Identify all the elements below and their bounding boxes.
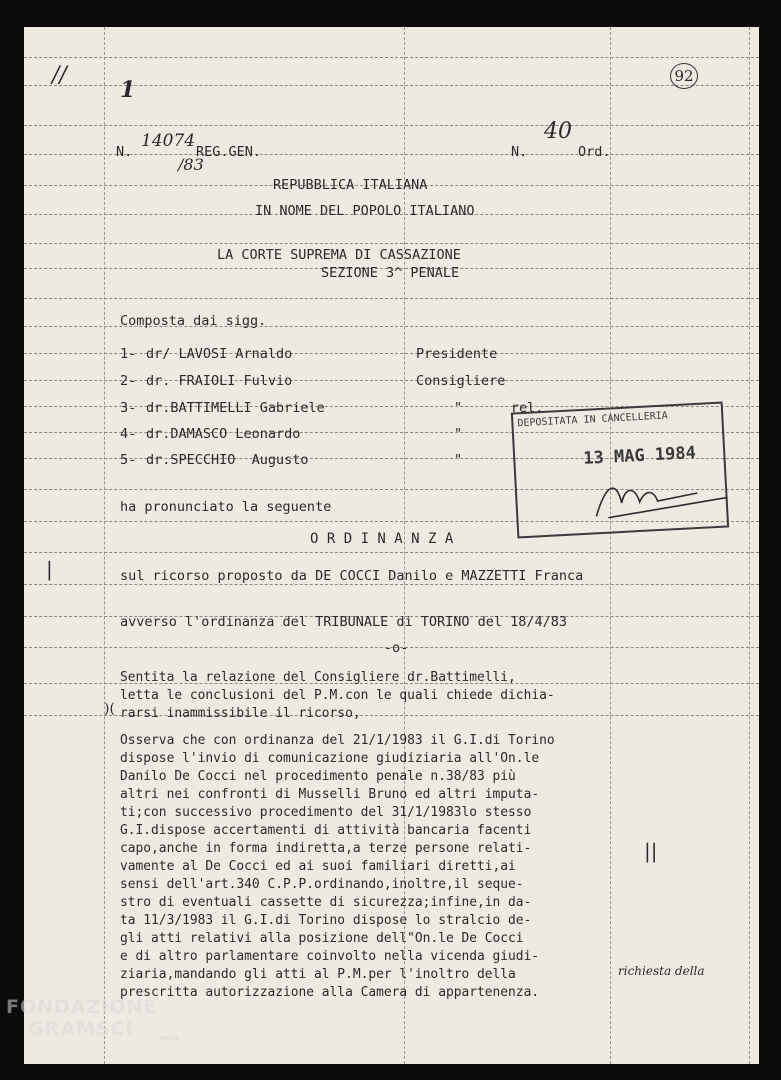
handwritten-annotation-mark: 1	[120, 77, 136, 103]
body-line: gli atti relativi alla posizione dell"On.le De Cocci	[120, 931, 524, 946]
judge-number: 4-	[120, 426, 137, 442]
judge-number: 2-	[120, 373, 137, 389]
header-people: IN NOME DEL POPOLO ITALIANO	[255, 203, 475, 219]
ordinanza-title: O R D I N A N Z A	[310, 531, 454, 547]
document-page	[24, 27, 759, 1064]
judge-number: 1-	[120, 346, 137, 362]
body-line: prescritta autorizzazione alla Camera di appartenenza.	[120, 985, 540, 1000]
reg-number: 14074	[141, 131, 196, 151]
ord-number: 40	[544, 119, 572, 144]
judge-name: dr.BATTIMELLI Gabriele	[146, 400, 325, 416]
stamp-header: DEPOSITATA IN CANCELLERIA	[517, 410, 669, 430]
ord-label: Ord.	[578, 144, 611, 160]
body-line: ta 11/3/1983 il G.I.di Torino dispose lo stralcio de-	[120, 913, 532, 928]
body-line: dispose l'invio di comunicazione giudiziaria all'On.le	[120, 751, 540, 766]
body-line: Danilo De Cocci nel procedimento penale n.38/83 più	[120, 769, 516, 784]
judge-name: dr/ LAVOSI Arnaldo	[146, 346, 293, 362]
ord-n-label: N.	[511, 144, 528, 160]
margin-mark: |	[46, 557, 53, 581]
signature	[586, 467, 738, 525]
judge-name: dr. FRAIOLI Fulvio	[146, 373, 293, 389]
stamp-date: 13 MAG 1984	[582, 443, 697, 469]
judge-role: "	[454, 452, 463, 468]
margin-line	[104, 27, 105, 1064]
judge-role: Consigliere	[416, 373, 506, 389]
rule-line	[24, 57, 759, 58]
header-republic: REPUBBLICA ITALIANA	[273, 177, 428, 193]
body-line: G.I.dispose accertamenti di attività bancaria facenti	[120, 823, 532, 838]
body-line: letta le conclusioni del P.M.con le quali chiede dichia-	[120, 688, 555, 703]
judge-role: Presidente	[416, 346, 498, 362]
rule-line	[24, 243, 759, 244]
separator: -o-	[384, 640, 409, 656]
margin-line	[610, 27, 611, 1064]
handwritten-note: richiesta della	[618, 964, 705, 978]
appeal-line: sul ricorso proposto da DE COCCI Danilo e MAZZETTI Franca	[120, 568, 584, 584]
body-line: Sentita la relazione del Consigliere dr.Battimelli,	[120, 670, 516, 685]
body-line: rarsi inammissibile il ricorso,	[120, 706, 361, 721]
judge-role: " rel.	[454, 400, 544, 416]
margin-mark: )(	[104, 701, 115, 717]
page-number-mark: 92	[670, 63, 698, 89]
body-line: stro di eventuali cassette di sicurezza;infine,in da-	[120, 895, 532, 910]
reg-number-prefix: N.	[116, 144, 133, 160]
header-section: SEZIONE 3^ PENALE	[321, 265, 460, 281]
margin-mark: ||	[644, 839, 658, 863]
watermark-line1: FONDAZIONE	[6, 996, 158, 1018]
judge-role: "	[454, 426, 463, 442]
watermark-line2: GRAMSCI	[28, 1018, 134, 1040]
handwritten-tick-mark: //	[52, 63, 67, 88]
watermark-logo	[6, 996, 157, 1040]
body-line: capo,anche in forma indiretta,a terze persone relati-	[120, 841, 532, 856]
header-court: LA CORTE SUPREMA DI CASSAZIONE	[217, 247, 461, 263]
against-line: avverso l'ordinanza del TRIBUNALE di TORINO del 18/4/83	[120, 614, 568, 630]
deposit-stamp	[511, 402, 729, 539]
judge-number: 5-	[120, 452, 137, 468]
composition-label: Composta dai sigg.	[120, 313, 267, 329]
body-line: ziaria,mandando gli atti al P.M.per l'inoltro della	[120, 967, 516, 982]
body-line: altri nei confronti di Musselli Bruno ed altri imputa-	[120, 787, 540, 802]
rule-line	[24, 125, 759, 126]
body-line: vamente al De Cocci ed ai suoi familiari diretti,ai	[120, 859, 516, 874]
judge-number: 3-	[120, 400, 137, 416]
body-line: ti;con successivo procedimento del 31/1/1983lo stesso	[120, 805, 532, 820]
reg-gen-label: REG.GEN.	[196, 144, 262, 160]
margin-line	[749, 27, 750, 1064]
watermark-sub: onlus	[160, 1034, 179, 1042]
reg-year: /83	[178, 155, 204, 174]
body-line: sensi dell'art.340 C.P.P.ordinando,inoltre,il seque-	[120, 877, 524, 892]
pronounced-line: ha pronunciato la seguente	[120, 499, 332, 515]
judge-name: dr.SPECCHIO Augusto	[146, 452, 309, 468]
body-line: Osserva che con ordinanza del 21/1/1983 il G.I.di Torino	[120, 733, 555, 748]
body-line: e di altro parlamentare coinvolto nella vicenda giudi-	[120, 949, 540, 964]
rule-line	[24, 154, 759, 155]
judge-name: dr.DAMASCO Leonardo	[146, 426, 301, 442]
rule-line	[24, 298, 759, 299]
rule-line	[24, 552, 759, 553]
